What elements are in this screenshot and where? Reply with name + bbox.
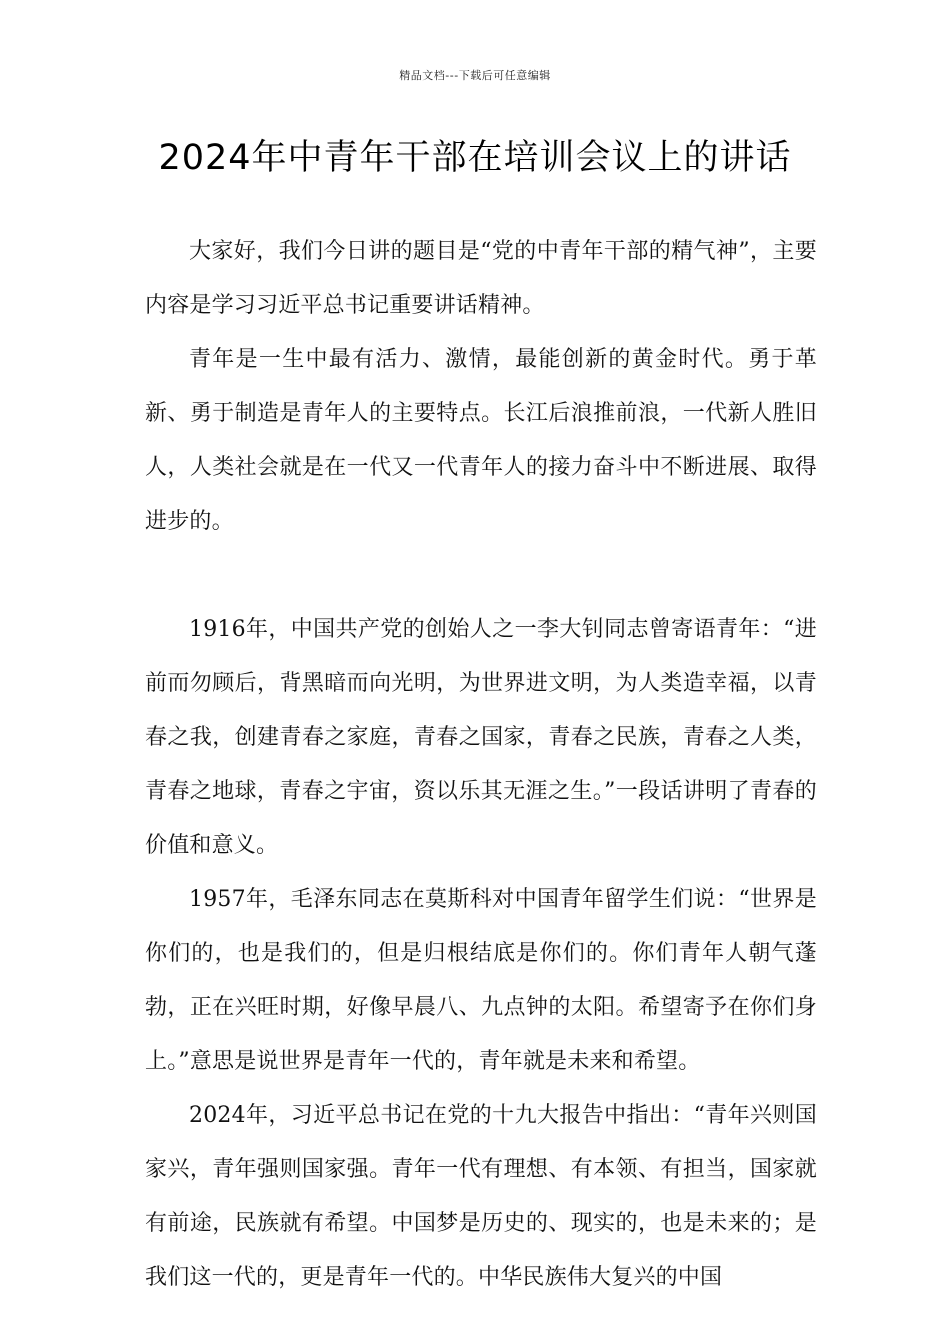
paragraph-greeting: 大家好，我们今日讲的题目是“党的中青年干部的精气神”，主要内容是学习习近平总书记重要讲话精神。 [145, 239, 817, 318]
paragraph-gap [145, 549, 817, 603]
document-body [145, 225, 817, 1305]
paragraph-youth: 青年是一生中最有活力、激情，最能创新的黄金时代。勇于革新、勇于制造是青年人的主要特点。长江后浪推前浪，一代新人胜旧人，人类社会就是在一代又一代青年人的接力奋斗中不断进展、取得进步的。 [145, 347, 817, 534]
paragraph-mao-zedong: 1957年，毛泽东同志在莫斯科对中国青年留学生们说：“世界是你们的，也是我们的，但是归根结底是你们的。你们青年人朝气蓬勃，正在兴旺时期，好像早晨八、九点钟的太阳。希望寄予在你们身上。”意思是说世界是青年一代的，青年就是未来和希望。 [145, 887, 817, 1074]
paragraph-xi-jinping: 2024年，习近平总书记在党的十九大报告中指出：“青年兴则国家兴，青年强则国家强。青年一代有理想、有本领、有担当，国家就有前途，民族就有希望。中国梦是历史的、现实的，也是未来的；是我们这一代的，更是青年一代的。中华民族伟大复兴的中国 [145, 1103, 817, 1290]
document-title: 2024年中青年干部在培训会议上的讲话 [158, 138, 792, 178]
paragraph-li-dazhao: 1916年，中国共产党的创始人之一李大钊同志曾寄语青年：“进前而勿顾后，背黑暗而向光明，为世界进文明，为人类造幸福，以青春之我，创建青春之家庭，青春之国家，青春之民族，青春之人类，青春之地球，青春之宇宙，资以乐其无涯之生。”一段话讲明了青春的价值和意义。 [145, 617, 817, 858]
header-note: 精品文档---下载后可任意编辑 [399, 69, 551, 82]
